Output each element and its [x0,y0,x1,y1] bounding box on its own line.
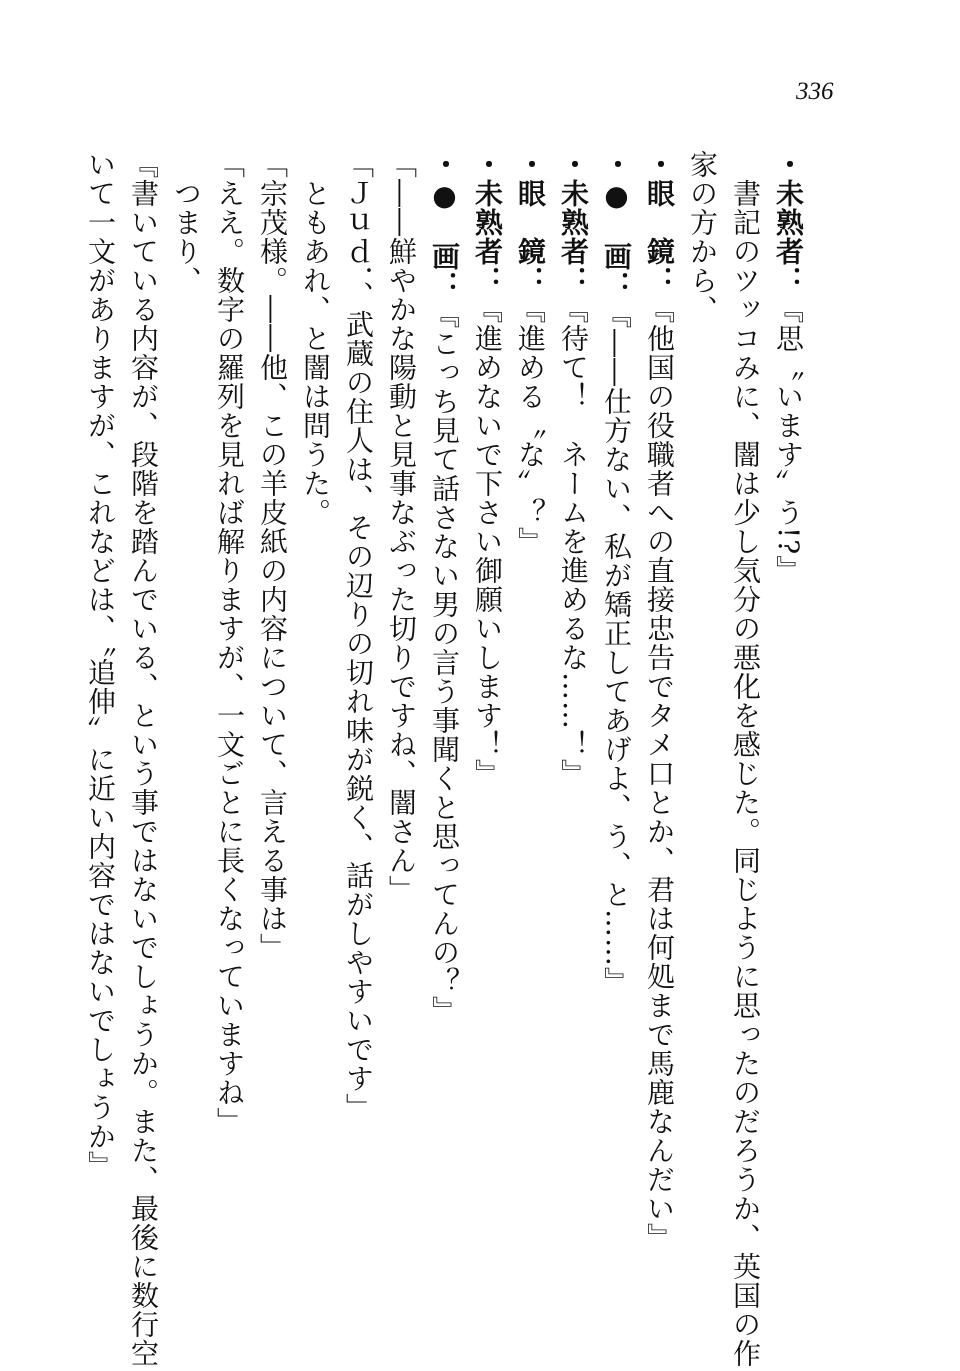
line-text: 『書いている内容が、段階を踏んでいる、という事ではないでしょうか。また、最後に数行空 [127,150,160,1368]
text-line [251,150,294,1260]
line-text: 『――仕方ない、私が矯正してあげよ、う、と……』 [600,300,633,996]
line-text: いて一文がありますが、これなどは、〝追伸〟に近い内容ではないでしょうか』 [84,150,117,1180]
text-line [509,150,552,1260]
text-line [165,150,208,1260]
line-text: 「Ｊｕｄ．、武蔵の住人は、その辺りの切れ味が鋭く、話がしやすいです」 [342,150,375,1122]
text-line [337,150,380,1260]
text-column [84,150,810,1368]
text-line [423,150,466,1260]
text-line [724,150,767,1368]
line-text: 『思〝います〟う!?』 [772,295,805,585]
text-line [294,150,337,1260]
speaker-label: ・未熟者： [471,150,504,295]
line-text: 「――鮮やかな陽動と見事なぶった切りですね、闇さん」 [385,150,418,904]
speaker-label: ・眼 鏡： [514,150,547,295]
line-text: 「宗茂様。――他、この羊皮紙の内容について、言える事は」 [256,150,289,962]
speaker-label: ・未熟者： [557,150,590,295]
line-text: 「ええ。数字の羅列を見れば解りますが、一文ごとに長くなっていますね」 [213,150,246,1136]
line-text: ともあれ、と闇は問うた。 [299,150,332,527]
line-text: 家の方から、 [686,150,719,324]
text-line [79,150,122,1260]
text-line [595,150,638,1260]
line-text: 書記のツッコみに、闇は少し気分の悪化を感じた。同じように思ったのだろうか、英国の作 [729,150,762,1368]
speaker-label: ・眼 鏡： [643,150,676,295]
text-line [380,150,423,1260]
line-text: 『他国の役職者への直接忠告でタメ口とか、君は何処まで馬鹿なんだい』 [643,295,676,1252]
speaker-label: ・未熟者： [772,150,805,295]
speaker-label: ・● 画： [600,150,633,300]
line-text: つまり、 [170,150,203,295]
text-line [466,150,509,1260]
line-text: 『待て！ ネームを進めるな……！』 [557,295,590,788]
text-line [122,150,165,1368]
text-line [681,150,724,1260]
line-text: 『進めないで下さい御願いします！』 [471,295,504,788]
speaker-label: ・● 画： [428,150,461,300]
text-line [638,150,681,1260]
page-number: 336 [796,78,834,105]
text-line [552,150,595,1260]
text-line [767,150,810,1260]
text-line [208,150,251,1260]
line-text: 『こっち見て話さない男の言う事聞くと思ってんの？』 [428,300,461,1025]
line-text: 『進める〝な〟？』 [514,295,547,556]
